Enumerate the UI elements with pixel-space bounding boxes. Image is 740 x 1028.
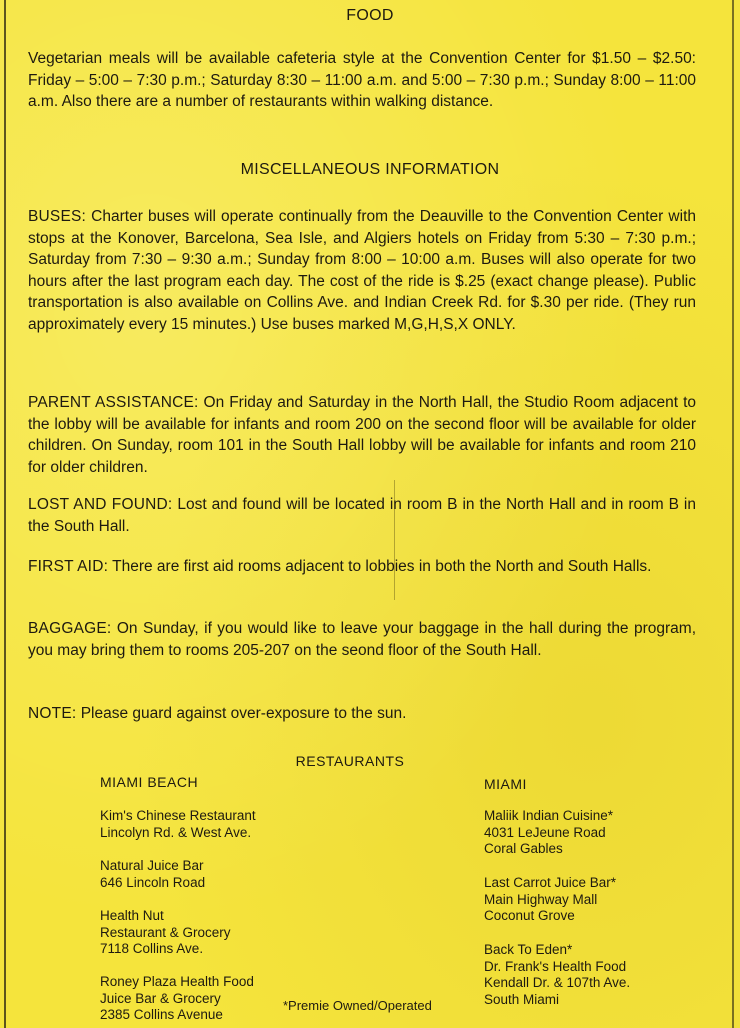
miami-column bbox=[484, 776, 527, 793]
restaurant-entry bbox=[100, 974, 254, 1024]
page-border-left bbox=[4, 0, 6, 1028]
first-aid-section bbox=[28, 556, 696, 578]
restaurants-heading: RESTAURANTS bbox=[295, 753, 405, 769]
note-label: NOTE: bbox=[28, 705, 77, 722]
restaurant-address: 646 Lincoln Road bbox=[100, 874, 206, 890]
restaurant-address: Lincolyn Rd. & West Ave. bbox=[100, 824, 252, 840]
food-heading: FOOD bbox=[346, 7, 394, 24]
lost-found-label: LOST AND FOUND: bbox=[28, 496, 173, 513]
restaurant-address: 4031 LeJeune Road bbox=[484, 824, 606, 840]
buses-text: Charter buses will operate continually from the Deauville to the Convention Center with stops at the Konover, Barcelona, Sea Isle, and Algiers hotels on Friday from 5:30 – 7:30 p.m.; Saturday from 7:30 – 9:30 a.m.; Sunday from 8:00 – 10:00 a.m. Buses will also operate for two hours after the last program each day. The cost of the ride is $.25 (exact change please). Public transportation is also available on Collins Ave. and Indian Creek Rd. for $.30 per ride. (They run approximately every 15 minutes.) Use buses marked M,G,H,S,X ONLY. bbox=[28, 208, 696, 333]
restaurant-entry bbox=[100, 858, 205, 891]
parent-label: PARENT ASSISTANCE: bbox=[28, 394, 199, 411]
restaurant-entry bbox=[484, 808, 613, 858]
restaurant-name: Maliik Indian Cuisine* bbox=[484, 808, 614, 823]
lost-found-text: Lost and found will be located in room B in the North Hall and in room B in the South Hall. bbox=[28, 496, 696, 535]
buses-label: BUSES: bbox=[28, 208, 87, 225]
restaurant-city: Coral Gables bbox=[484, 841, 563, 856]
note-section bbox=[28, 703, 696, 725]
restaurant-entry bbox=[484, 942, 630, 1008]
miami-beach-column bbox=[100, 774, 198, 791]
restaurant-name: Natural Juice Bar bbox=[100, 858, 204, 873]
note-text: Please guard against over-exposure to the sun. bbox=[80, 705, 407, 722]
restaurant-address: Main Highway Mall bbox=[484, 891, 598, 907]
miami-beach-heading: MIAMI BEACH bbox=[100, 774, 199, 790]
restaurant-entry bbox=[100, 808, 256, 841]
buses-section bbox=[28, 206, 696, 335]
first-aid-label: FIRST AID: bbox=[28, 558, 109, 575]
restaurant-name: Back To Eden* bbox=[484, 942, 573, 957]
miami-heading: MIAMI bbox=[484, 776, 527, 792]
restaurant-city: Coconut Grove bbox=[484, 908, 575, 923]
restaurant-entry bbox=[484, 875, 616, 925]
restaurant-name: Health Nut bbox=[100, 908, 164, 923]
parent-text: On Friday and Saturday in the North Hall, the Studio Room adjacent to the lobby will be available for infants and room 200 on the second floor will be available for older children. On Sunday, room 101 in the South Hall lobby will be available for infants and room 210 for older children. bbox=[28, 394, 696, 476]
restaurant-subtitle: Dr. Frank's Health Food bbox=[484, 958, 627, 974]
restaurant-subtitle: Juice Bar & Grocery bbox=[100, 990, 221, 1006]
baggage-label: BAGGAGE: bbox=[28, 620, 112, 637]
restaurant-subtitle: Restaurant & Grocery bbox=[100, 924, 231, 940]
restaurant-name: Roney Plaza Health Food bbox=[100, 974, 254, 989]
parent-section bbox=[28, 392, 696, 478]
misc-heading: MISCELLANEOUS INFORMATION bbox=[240, 161, 500, 178]
first-aid-text: There are first aid rooms adjacent to lobbies in both the North and South Halls. bbox=[112, 558, 652, 575]
baggage-text: On Sunday, if you would like to leave your baggage in the hall during the program, you may bring them to rooms 205-207 on the seond floor of the South Hall. bbox=[28, 620, 696, 659]
restaurant-entry bbox=[100, 908, 231, 958]
lost-found-section bbox=[28, 494, 696, 537]
restaurant-address: 7118 Collins Ave. bbox=[100, 941, 204, 956]
restaurant-name: Last Carrot Juice Bar* bbox=[484, 875, 617, 890]
page-border-right bbox=[732, 0, 734, 1028]
food-text: Vegetarian meals will be available cafeteria style at the Convention Center for $1.50 – $2.50: Friday – 5:00 – 7:30 p.m.; Saturday 8:30 – 11:00 a.m. and 5:00 – 7:30 p.m.; Sunday 8:00 – 11:00 a.m. Also there are a number of restaurants within walking distance. bbox=[28, 50, 696, 110]
restaurant-address: Kendall Dr. & 107th Ave. bbox=[484, 975, 631, 990]
restaurant-name: Kim's Chinese Restaurant bbox=[100, 808, 256, 823]
restaurant-city: South Miami bbox=[484, 991, 560, 1007]
baggage-section bbox=[28, 618, 696, 661]
restaurant-address: 2385 Collins Avenue bbox=[100, 1007, 223, 1022]
footnote: *Premie Owned/Operated bbox=[283, 998, 432, 1013]
